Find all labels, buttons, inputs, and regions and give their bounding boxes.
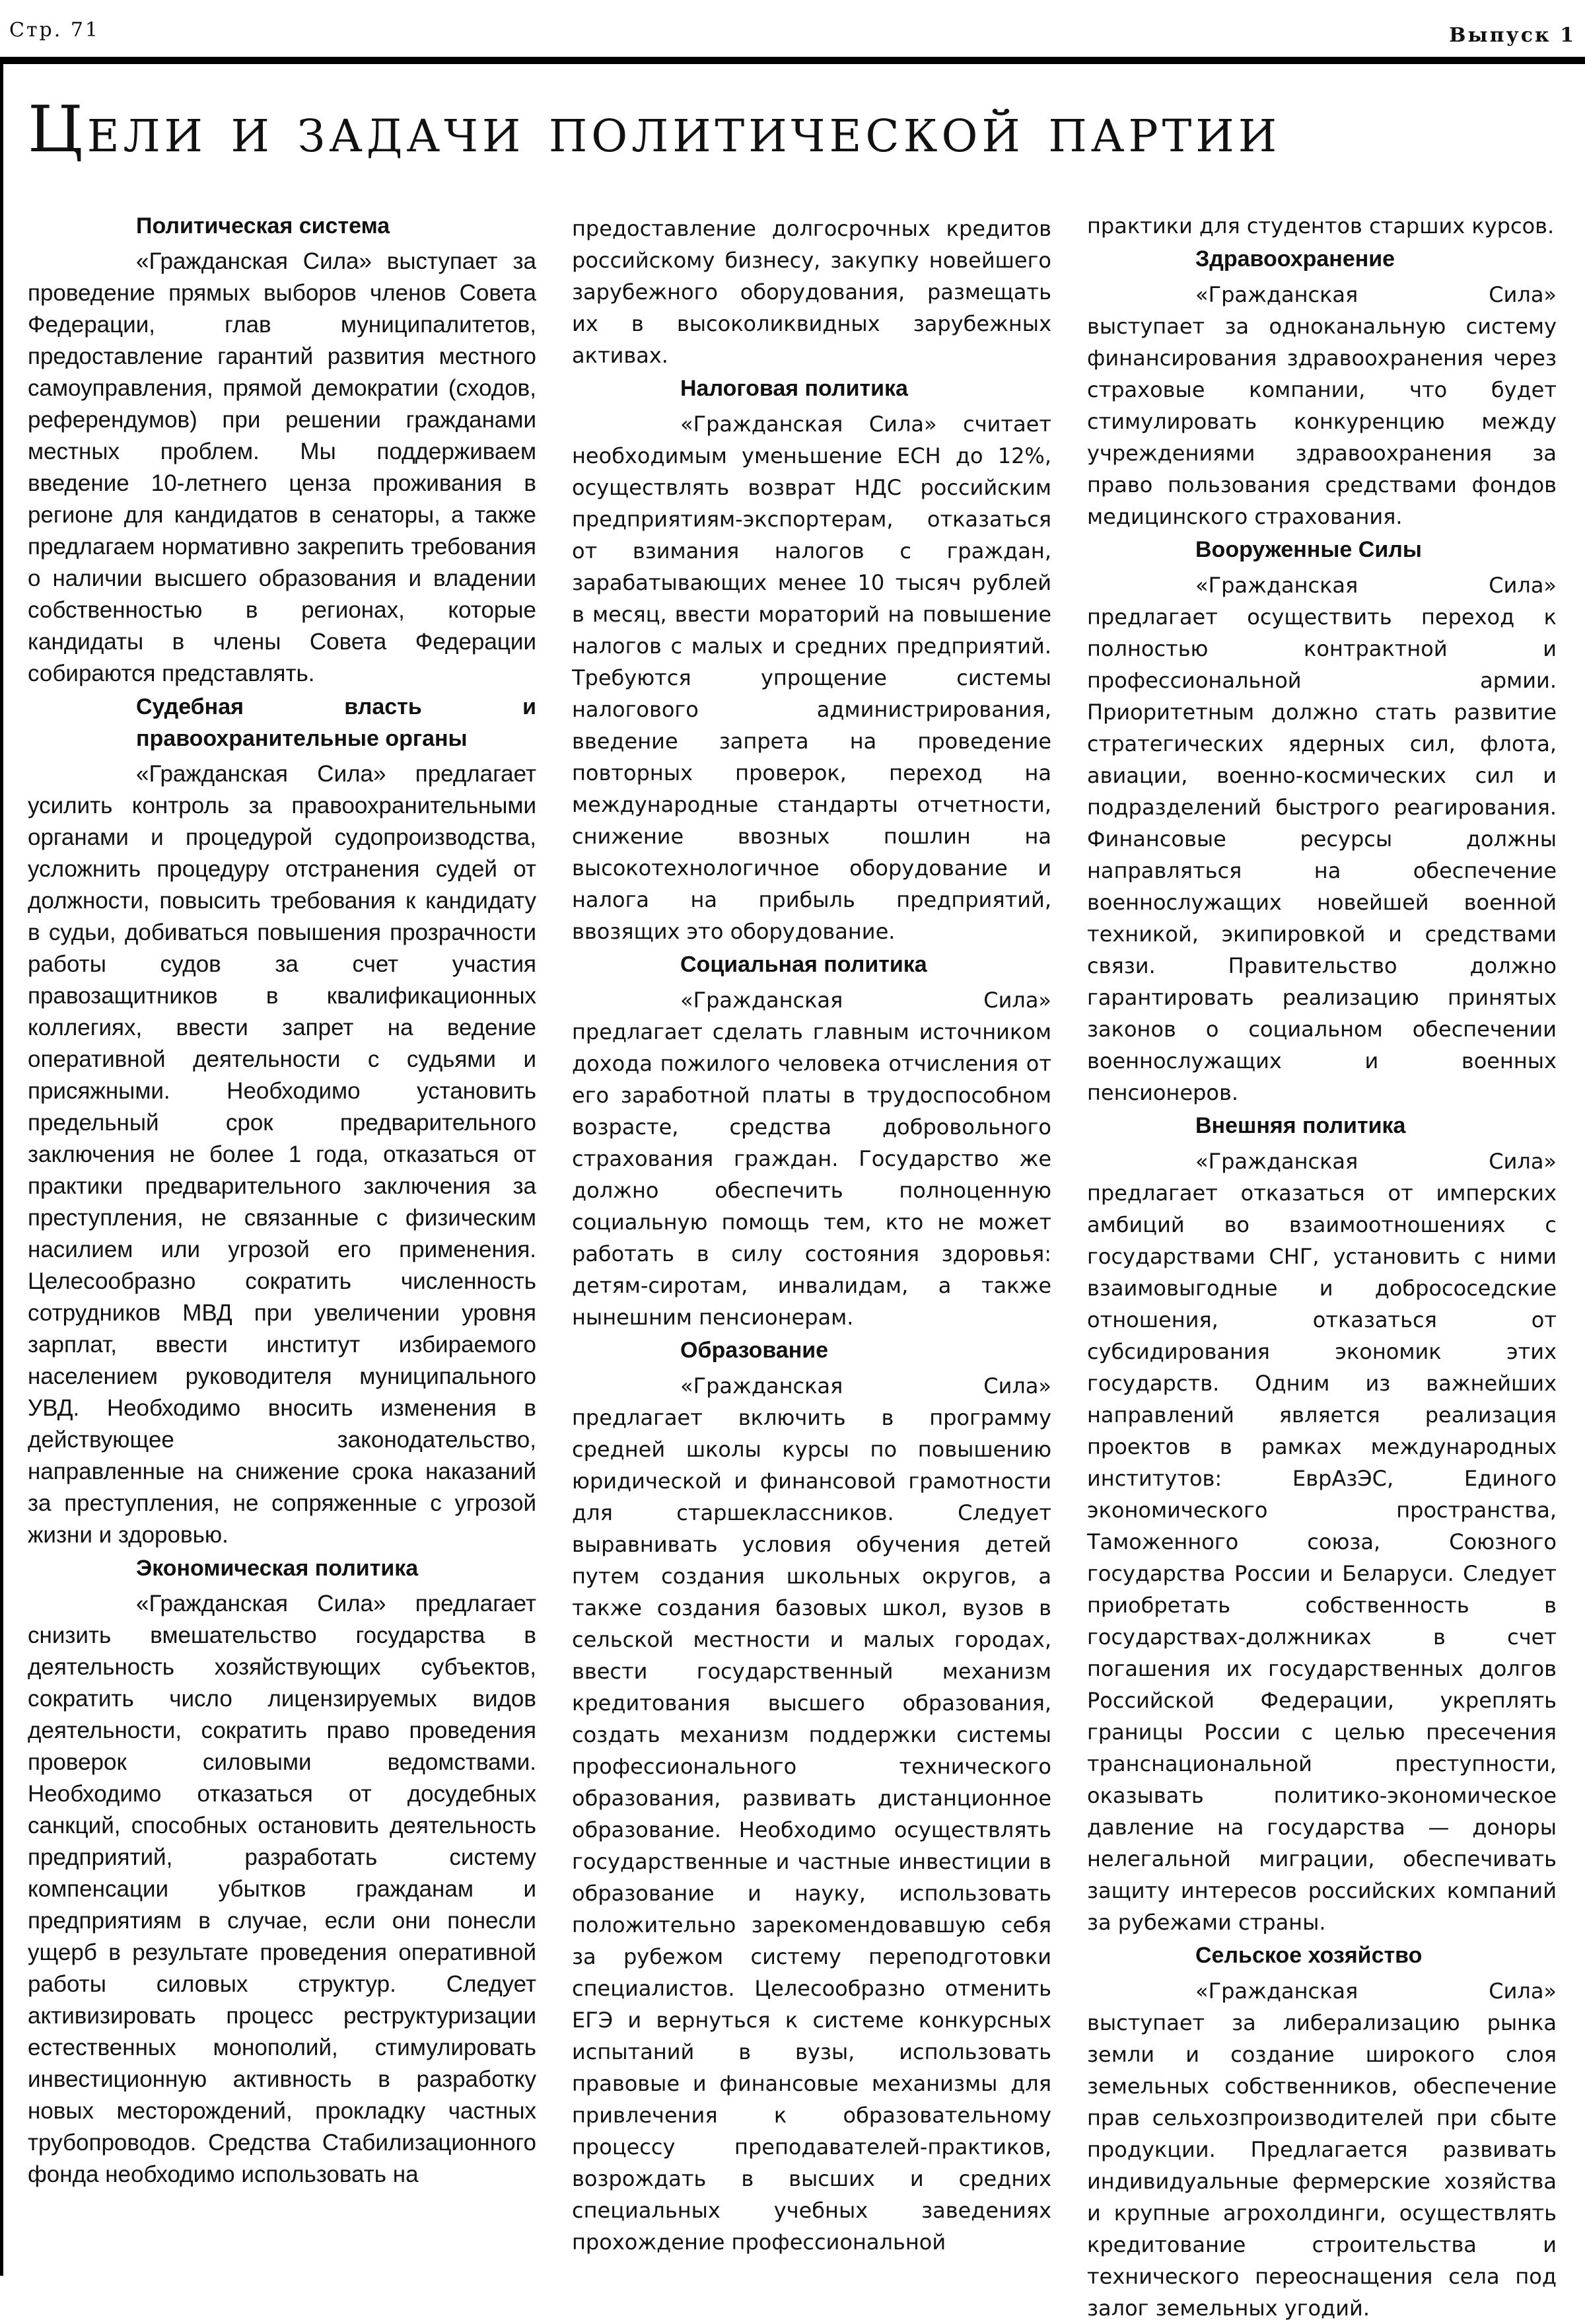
paragraph: «Гражданская Сила» выступает за одноканальную систему финансирования здравоохранения через страховые компании, что будет стимулировать конкуренцию между учреждениями здравоохранения за право пользования средствами фондов медицинского страхования. (1087, 282, 1557, 529)
section-heading: Социальная политика (680, 952, 927, 977)
section-heading: Вооруженные Силы (1195, 537, 1422, 562)
section-heading: Судебная власть и правоохранительные органы (136, 694, 536, 751)
section-heading: Политическая система (136, 213, 390, 238)
column-2 (572, 213, 1051, 2258)
header-rule (0, 57, 1585, 64)
section-heading: Здравоохранение (1195, 246, 1395, 272)
article-title: Цели и задачи политической партии (28, 92, 1281, 166)
paragraph: «Гражданская Сила» предлагает осуществить переход к полностью контрактной и профессиональной армии. Приоритетным должно стать развитие стратегических ядерных сил, флота, авиации, военно-космических сил и подразделений быстрого реагирования. Финансовые ресурсы должны направляться на обеспечение военнослужащих новейшей военной техникой, экипировкой и средствами связи. Правительство должно гарантировать реализацию принятых законов о социальном обеспечении военнослужащих и военных пенсионеров. (1087, 573, 1557, 1105)
issue-number: Выпуск 1 (1449, 24, 1576, 47)
column-1 (28, 209, 536, 2191)
paragraph: «Гражданская Сила» предлагает сделать главным источником дохода пожилого человека отчисления от его заработной платы в трудоспособном возрасте, средства добровольного страхования граждан. Государство же должно обеспечить полноценную социальную помощь тем, кто не может работать в силу состояния здоровья: детям-сиротам, инвалидам, а также нынешним пенсионерам. (572, 988, 1051, 1330)
paragraph: «Гражданская Сила» предлагает снизить вмешательство государства в деятельность хозяйствующих субъектов, сократить число лицензируемых видов деятельности, сократить право проведения проверок силовыми ведомствами. Необходимо отказаться от досудебных санкций, способных остановить деятельность предприятий, разработать систему компенсации убытков гражданам и предприятиям в случае, если они понесли ущерб в результате проведения оперативной работы силовых структур. Следует активизировать процесс реструктуризации естественных монополий, стимулировать инвестиционную активность в разработку новых месторождений, прокладку частных трубопроводов. Средства Стабилизационного фонда необходимо использовать на (28, 1591, 536, 2187)
column-3 (1087, 210, 1557, 2324)
page-number: Стр. 71 (9, 18, 100, 42)
paragraph: предоставление долгосрочных кредитов российскому бизнесу, закупку новейшего зарубежного оборудования, размещать их в высоколиквидных зарубежных активах. (572, 216, 1051, 368)
section-heading: Налоговая политика (680, 376, 908, 401)
section-heading: Образование (680, 1338, 829, 1363)
paragraph: практики для студентов старших курсов. (1087, 213, 1555, 238)
paragraph: «Гражданская Сила» считает необходимым уменьшение ЕСН до 12%, осуществлять возврат НДС российским предприятиям-экспортерам, отказаться от взимания налогов с граждан, зарабатывающих менее 10 тысяч рублей в месяц, ввести мораторий на повышение налогов с малых и средних предприятий. Требуются упрощение системы налогового администрирования, введение запрета на проведение повторных проверок, переход на международные стандарты отчетности, снижение ввозных пошлин на высокотехнологичное оборудование и налога на прибыль предприятий, ввозящих это оборудование. (572, 412, 1051, 944)
paragraph: «Гражданская Сила» предлагает усилить контроль за правоохранительными органами и процедурой судопроизводства, усложнить процедуру отстранения судей от должности, повысить требования к кандидату в судьи, добиваться повышения прозрачности работы судов за счет участия правозащитников в квалификационных коллегиях, ввести запрет на ведение оперативной деятельности с судьями и присяжными. Необходимо установить предельный срок предварительного заключения не более 1 года, отказаться от практики предварительного заключения за преступления, не связанные с физическим насилием или угрозой его применения. Целесообразно сократить численность сотрудников МВД при увеличении уровня зарплат, ввести институт избираемого населением руководителя муниципального УВД. Необходимо вносить изменения в действующее законодательство, направленные на снижение срока наказаний за преступления, не сопряженные с угрозой жизни и здоровью. (28, 761, 536, 1548)
section-heading: Экономическая политика (136, 1556, 419, 1581)
paragraph: «Гражданская Сила» предлагает включить в программу средней школы курсы по повышению юридической и финансовой грамотности для старшеклассников. Следует выравнивать условия обучения детей путем создания школьных округов, а также создания базовых школ, вузов в сельской местности и малых городах, ввести государственный механизм кредитования высшего образования, создать механизм поддержки системы профессионального технического образования, развивать дистанционное образование. Необходимо осуществлять государственные и частные инвестиции в образование и науку, использовать положительно зарекомендовавшую себя за рубежом систему переподготовки специалистов. Целесообразно отменить ЕГЭ и вернуться к системе конкурсных испытаний в вузы, использовать правовые и финансовые механизмы для привлечения к образовательному процессу преподавателей-практиков, возрождать в высших и средних специальных учебных заведениях прохождение профессиональной (572, 1373, 1051, 2255)
section-heading: Внешняя политика (1195, 1113, 1406, 1138)
paragraph: «Гражданская Сила» предлагает отказаться от имперских амбиций во взаимоотношениях с государствами СНГ, установить с ними взаимовыгодные и добрососедские отношения, отказаться от субсидирования экономик этих государств. Одним из важнейших направлений является реализация проектов в рамках международных институтов: ЕврАзЭС, Единого экономического пространства, Таможенного союза, Союзного государства России и Беларуси. Следует приобретать собственность в государствах-должниках в счет погашения их государственных долгов Российской Федерации, укреплять границы России с целью пресечения транснациональной преступности, оказывать политико-экономическое давление на государства — доноры нелегальной миграции, обеспечивать защиту интересов российских компаний за рубежами страны. (1087, 1149, 1557, 1935)
paragraph: «Гражданская Сила» выступает за проведение прямых выборов членов Совета Федерации, глав муниципалитетов, предоставление гарантий развития местного самоуправления, прямой демократии (сходов, референдумов) при решении гражданами местных проблем. Мы поддерживаем введение 10-летнего ценза проживания в регионе для кандидатов в сенаторы, а также предлагаем нормативно закрепить требования о наличии высшего образования и владении собственностью в регионах, которые кандидаты в члены Совета Федерации собираются представлять. (28, 248, 536, 686)
paragraph: «Гражданская Сила» выступает за либерализацию рынка земли и создание широкого слоя земельных собственников, обеспечение прав сельхозпроизводителей при сбыте продукции. Предлагается развивать индивидуальные фермерские хозяйства и крупные агрохолдинги, осуществлять кредитование строительства и технического переоснащения села под залог земельных угодий. (1087, 1979, 1557, 2321)
left-border-rule (0, 64, 3, 2276)
section-heading: Сельское хозяйство (1195, 1943, 1423, 1968)
